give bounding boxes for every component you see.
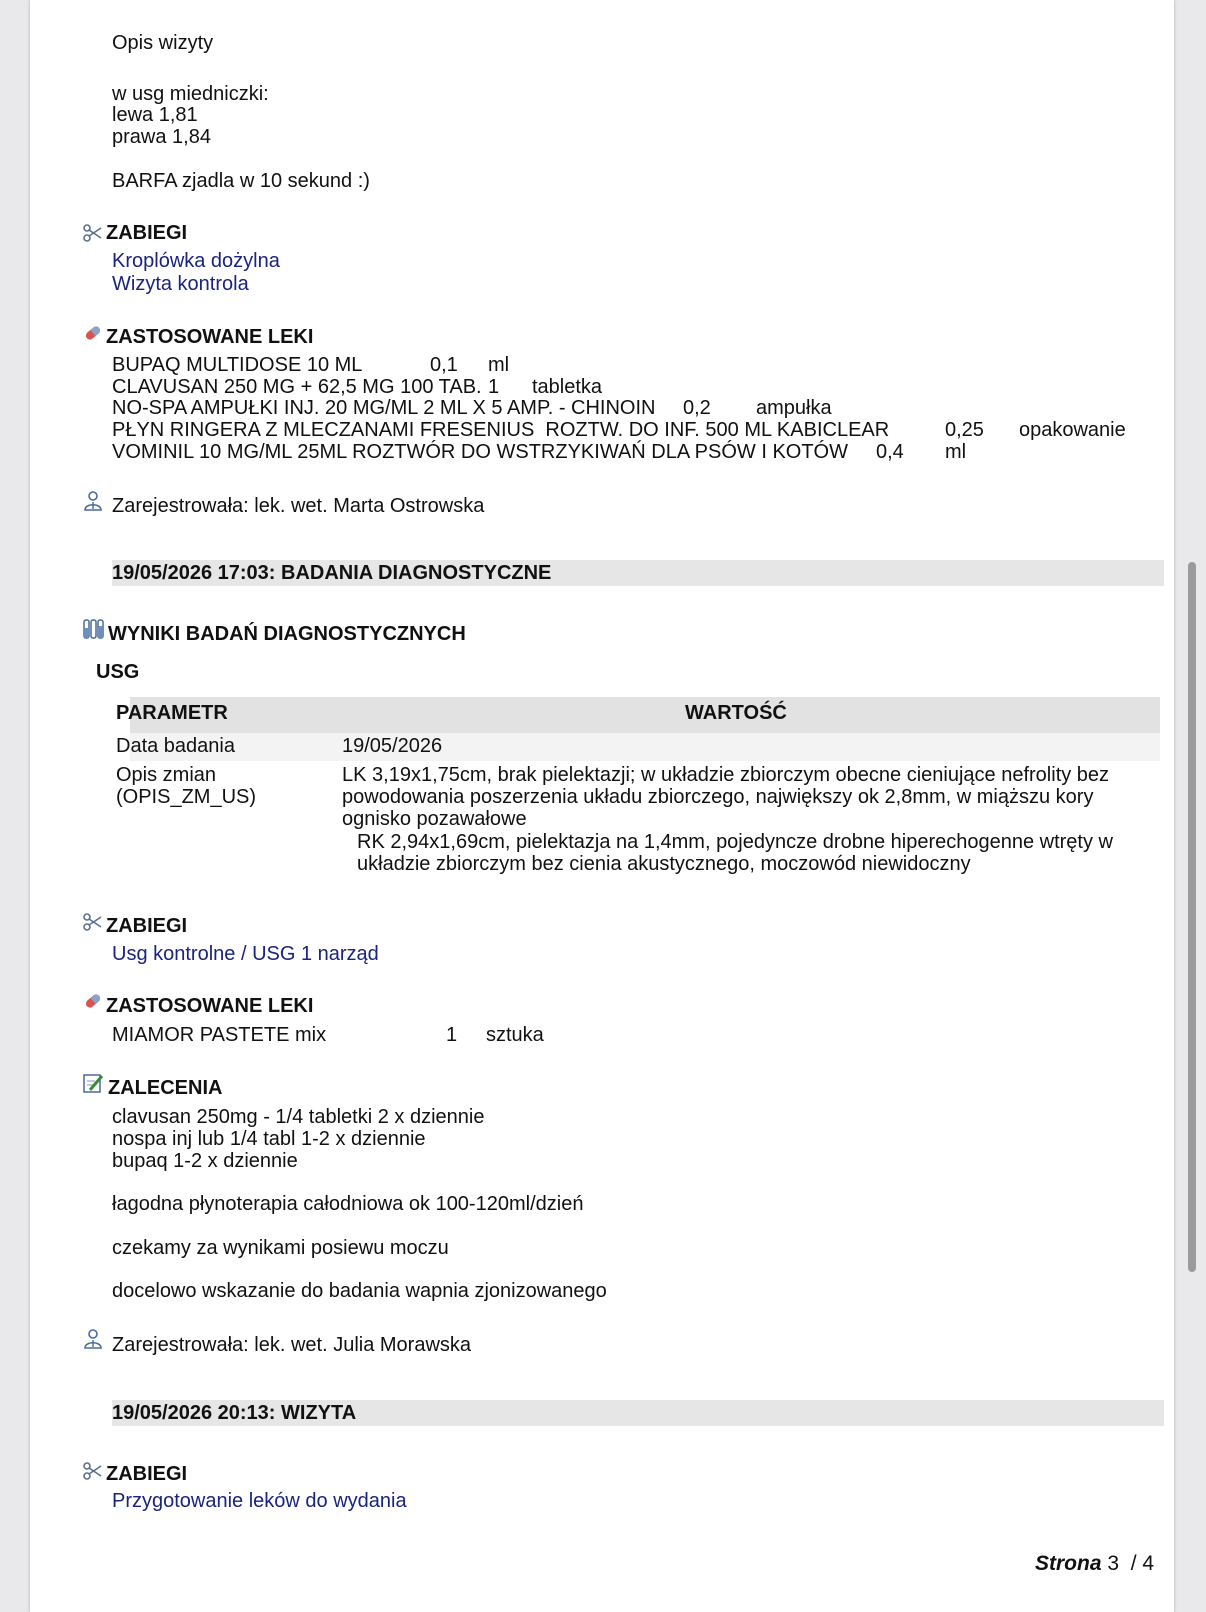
document-page [30, 0, 1174, 1612]
med-qty: 1 [446, 1024, 458, 1046]
pill-icon [82, 990, 104, 1012]
column-header-parameter: PARAMETR [116, 702, 228, 724]
table-row-background [130, 733, 1160, 761]
procedures-heading: ZABIEGI [106, 1463, 188, 1485]
recommendation-line: clavusan 250mg - 1/4 tabletki 2 x dziennie [112, 1106, 485, 1128]
recommendation-line: łagodna płynoterapia całodniowa ok 100-120ml/dzień [112, 1193, 584, 1215]
registered-by: Zarejestrowała: lek. wet. Julia Morawska [112, 1334, 472, 1356]
procedure-link[interactable]: Kroplówka dożylna [112, 250, 280, 272]
visit-description-line: lewa 1,81 [112, 104, 198, 126]
med-unit: sztuka [486, 1024, 544, 1046]
doctor-icon [82, 1328, 104, 1350]
table-cell-value: RK 2,94x1,69cm, pielektazja na 1,4mm, pojedyncze drobne hiperechogenne wtręty w [357, 831, 1113, 853]
doctor-icon [82, 490, 104, 512]
med-qty: 0,4 [876, 441, 904, 463]
table-cell-param: Data badania [116, 735, 235, 757]
med-unit: ampułka [756, 397, 832, 419]
procedure-link[interactable]: Usg kontrolne / USG 1 narząd [112, 943, 379, 965]
page-current: 3 [1107, 1552, 1120, 1575]
procedure-link[interactable]: Przygotowanie leków do wydania [112, 1490, 407, 1512]
entry-header: 19/05/2026 17:03: BADANIA DIAGNOSTYCZNE [112, 562, 552, 584]
table-cell-value: 19/05/2026 [342, 735, 443, 757]
med-name: VOMINIL 10 MG/ML 25ML ROZTWÓR DO WSTRZYKIWAŃ DLA PSÓW I KOTÓW [112, 441, 848, 463]
entry-header-bar [112, 1400, 1164, 1426]
med-unit: ml [488, 354, 510, 376]
table-header-row [130, 697, 1160, 733]
med-qty: 0,25 [945, 419, 984, 441]
test-tubes-icon [82, 618, 104, 640]
table-cell-value: ognisko pozawałowe [342, 808, 527, 830]
column-header-value: WARTOŚĆ [685, 702, 787, 724]
procedure-link[interactable]: Wizyta kontrola [112, 273, 249, 295]
med-qty: 0,2 [683, 397, 711, 419]
med-name: BUPAQ MULTIDOSE 10 ML [112, 354, 363, 376]
meds-heading: ZASTOSOWANE LEKI [106, 995, 314, 1017]
table-cell-value: powodowania poszerzenia układu zbiorczego, największy ok 2,8mm, w miąższu kory [342, 786, 1094, 808]
results-heading: WYNIKI BADAŃ DIAGNOSTYCZNYCH [108, 623, 466, 645]
med-name: MIAMOR PASTETE mix [112, 1024, 327, 1046]
entry-header: 19/05/2026 20:13: WIZYTA [112, 1402, 357, 1424]
recommendation-line: docelowo wskazanie do badania wapnia zjonizowanego [112, 1280, 607, 1302]
med-unit: opakowanie [1019, 419, 1126, 441]
pill-icon [82, 322, 104, 344]
table-cell-value: układzie zbiorczym bez cienia akustycznego, moczowód niewidoczny [357, 853, 971, 875]
procedures-heading: ZABIEGI [106, 915, 188, 937]
visit-note: BARFA zjadla w 10 sekund :) [112, 170, 370, 192]
visit-description-heading: Opis wizyty [112, 32, 214, 54]
meds-heading: ZASTOSOWANE LEKI [106, 326, 314, 348]
med-unit: ml [945, 441, 967, 463]
table-cell-value: LK 3,19x1,75cm, brak pielektazji; w układzie zbiorczym obecne cieniujące nefrolity bez [342, 764, 1110, 786]
med-unit: tabletka [532, 376, 603, 398]
registered-by: Zarejestrowała: lek. wet. Marta Ostrowska [112, 495, 485, 517]
scissors-icon [82, 911, 104, 933]
med-qty: 1 [488, 376, 500, 398]
med-qty: 0,1 [430, 354, 458, 376]
page-number [1035, 1552, 1154, 1576]
med-name: PŁYN RINGERA Z MLECZANAMI FRESENIUS ROZTW. DO INF. 500 ML KABICLEAR [112, 419, 890, 441]
table-cell-param: Opis zmian [116, 764, 217, 786]
exam-name: USG [96, 661, 140, 683]
med-name: CLAVUSAN 250 MG + 62,5 MG 100 TAB. [112, 376, 482, 398]
med-name: NO-SPA AMPUŁKI INJ. 20 MG/ML 2 ML X 5 AMP. - CHINOIN [112, 397, 656, 419]
recommendation-line: nospa inj lub 1/4 tabl 1-2 x dziennie [112, 1128, 426, 1150]
scrollbar[interactable] [1188, 562, 1196, 1272]
recommendations-heading: ZALECENIA [108, 1077, 223, 1099]
notepad-pencil-icon [82, 1072, 104, 1094]
page-total: / 4 [1130, 1552, 1155, 1575]
table-cell-param: (OPIS_ZM_US) [116, 786, 257, 808]
recommendation-line: bupaq 1-2 x dziennie [112, 1150, 298, 1172]
entry-header-bar [112, 560, 1164, 586]
procedures-heading: ZABIEGI [106, 222, 188, 244]
visit-description-line: w usg miedniczki: [112, 83, 269, 105]
page-label: Strona [1035, 1552, 1102, 1575]
recommendation-line: czekamy za wynikami posiewu moczu [112, 1237, 449, 1259]
visit-description-line: prawa 1,84 [112, 126, 211, 148]
scissors-icon [82, 222, 104, 244]
scissors-icon [82, 1460, 104, 1482]
